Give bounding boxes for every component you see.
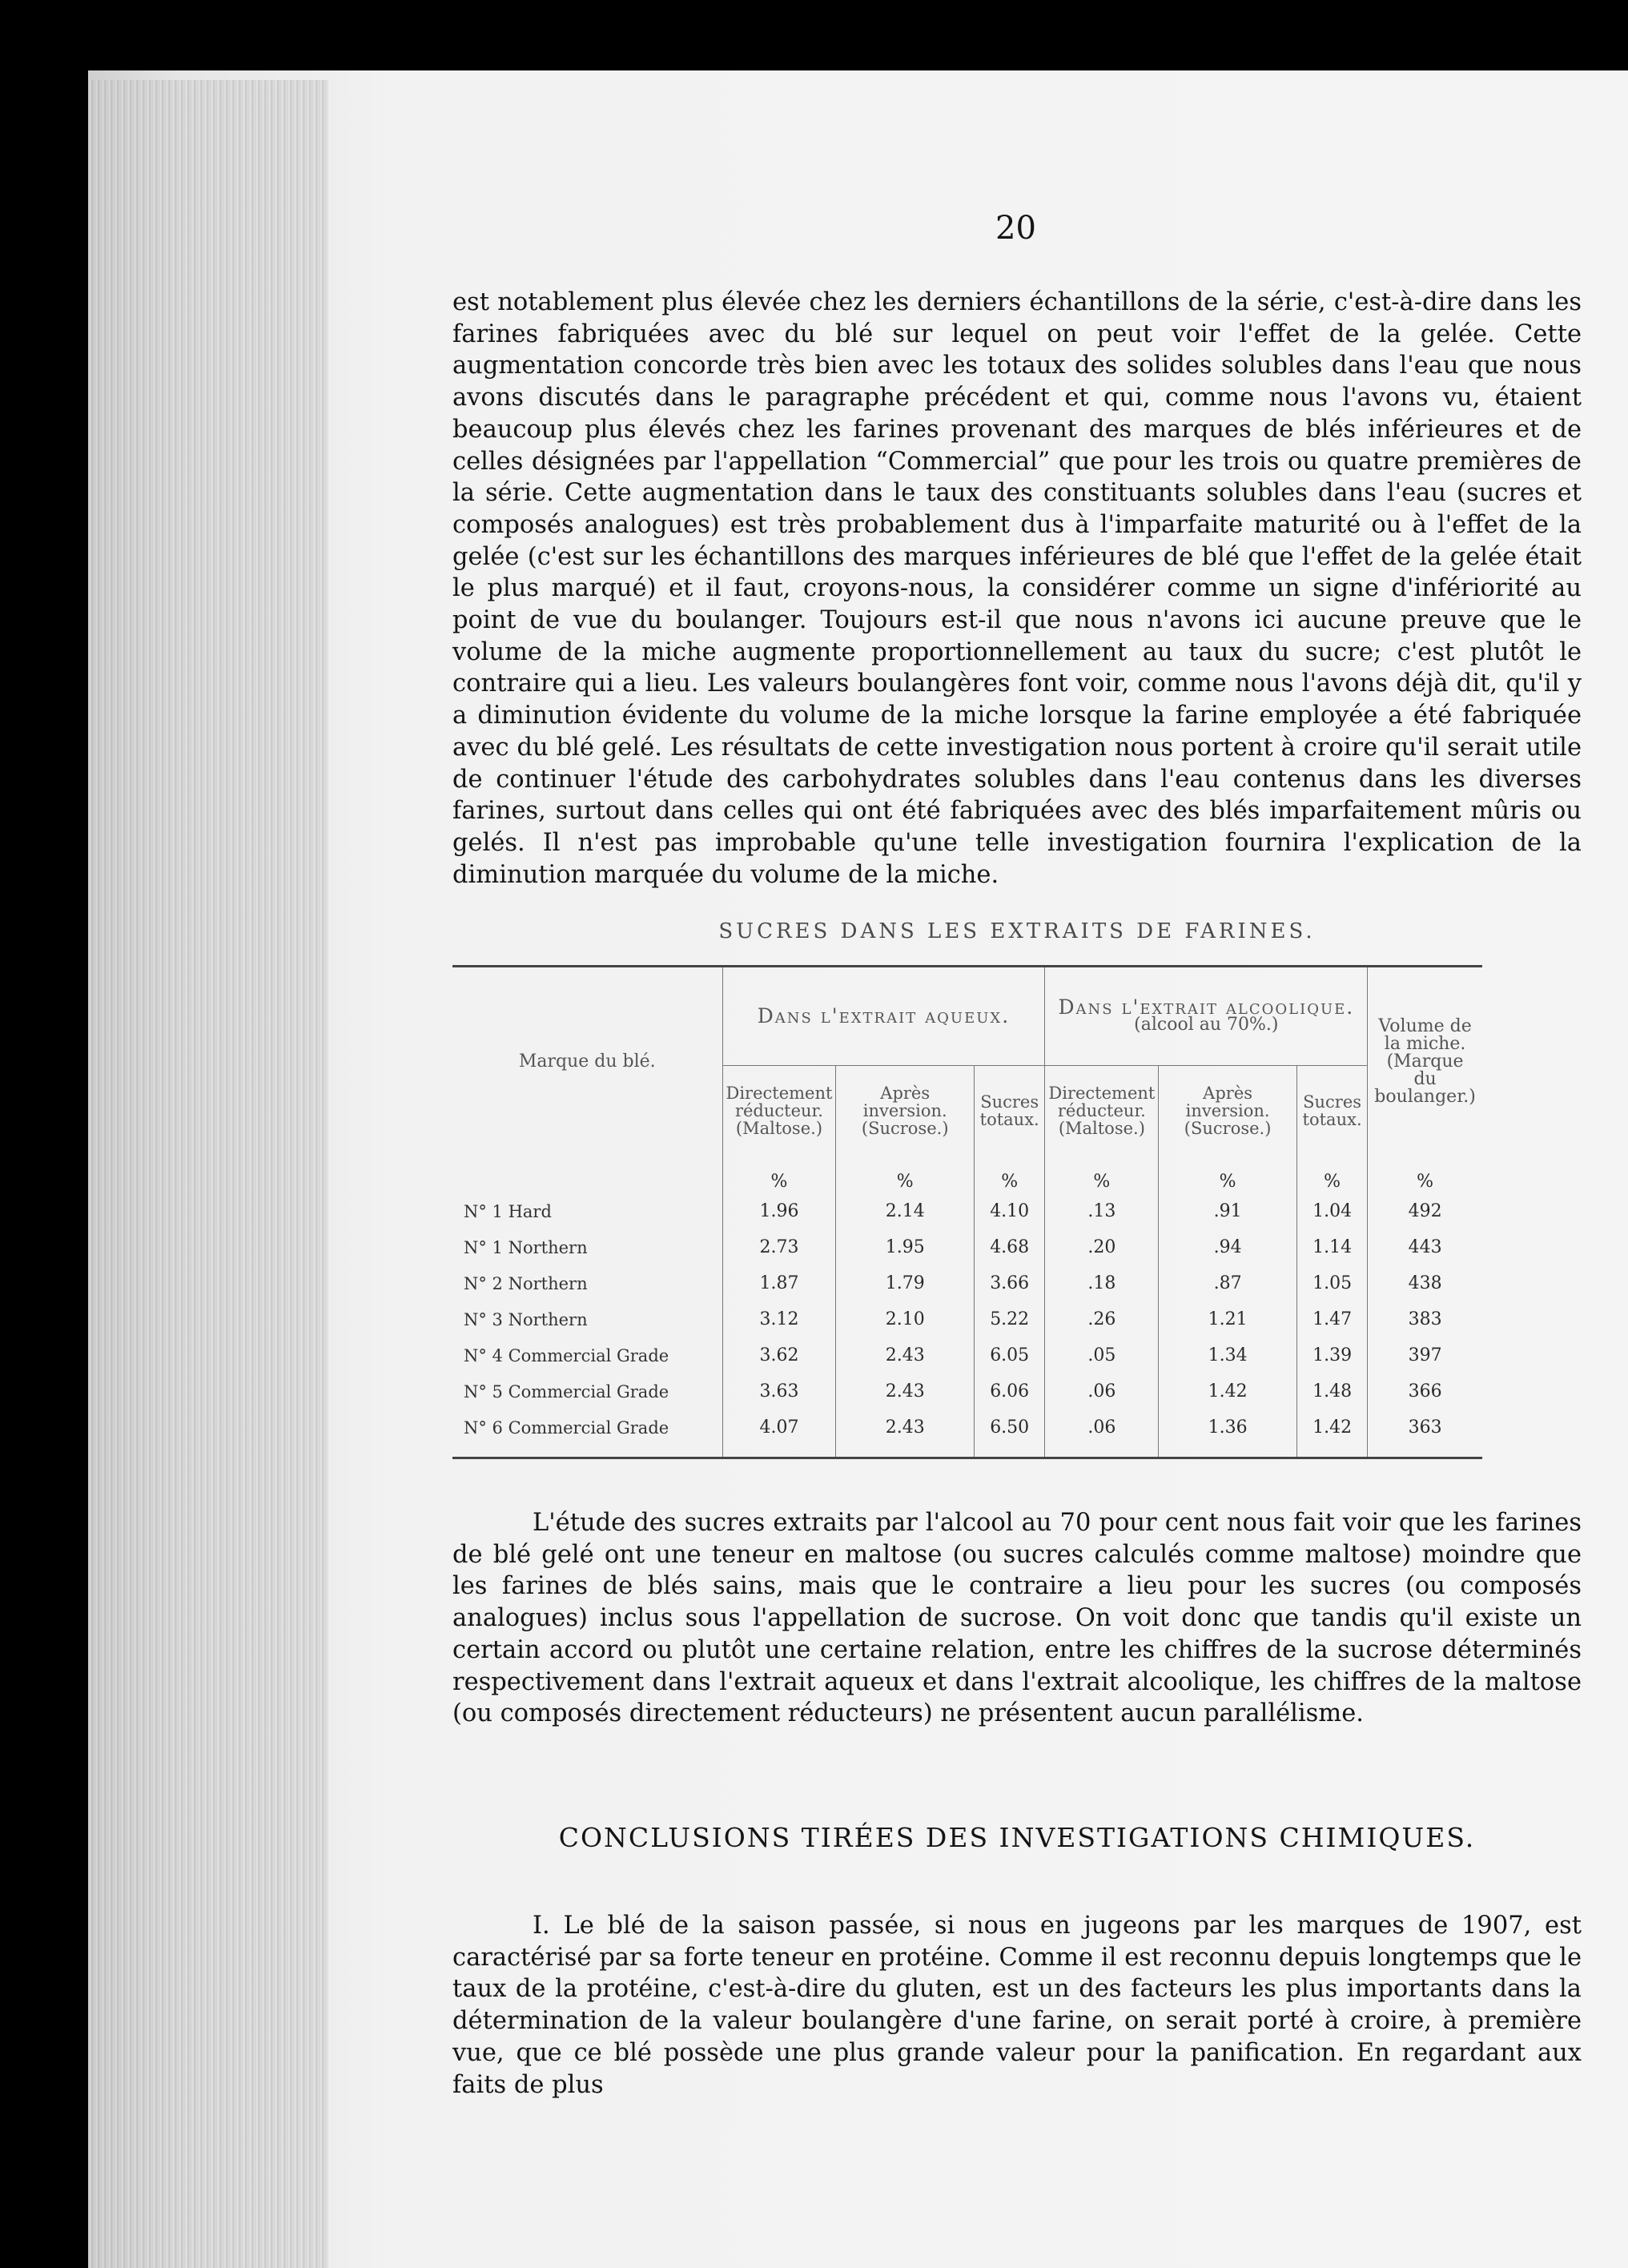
table-row	[452, 1337, 1590, 1373]
alcoholic-after-cell: .87	[1159, 1265, 1297, 1301]
header-aqueous-total: Sucres totaux.	[974, 1066, 1044, 1156]
alcoholic-total-cell: 1.42	[1296, 1409, 1367, 1458]
aqueous-after-cell: 1.79	[836, 1265, 975, 1301]
header-alcoholic-direct: Directement réducteur. (Maltose.)	[1045, 1066, 1159, 1156]
header-volume: Volume de la miche. (Marque du boulanger.)	[1368, 967, 1482, 1156]
volume-cell: 383	[1368, 1301, 1482, 1337]
table-row	[452, 1409, 1590, 1458]
unit-cell: %	[974, 1156, 1044, 1193]
volume-cell: 438	[1368, 1265, 1482, 1301]
table-units-row	[452, 1156, 1590, 1193]
volume-cell: 363	[1368, 1409, 1482, 1458]
unit-cell: %	[1296, 1156, 1367, 1193]
volume-cell: 366	[1368, 1373, 1482, 1409]
table-row	[452, 1229, 1590, 1265]
body-paragraph-1: est notablement plus élevée chez les derniers échantillons de la série, c'est-à-dire dans les farines fabriquées avec du blé sur lequel on peut voir l'effet de la gelée. Cette augmentation concorde très bien avec les totaux des solides solubles dans l'eau que nous avons discutés dans le paragraphe précédent et qui, comme nous l'avons vu, étaient beaucoup plus élevés chez les farines provenant des marques de blés inférieures et de celles désignées par l'appellation “Commercial” que pour les trois ou quatre premières de la série. Cette augmentation dans le taux des constituants solubles dans l'eau (sucres et composés analogues) est très probablement dus à l'imparfaite maturité ou à l'effet de la gelée (c'est sur les échantillons des marques inférieures de blé que l'effet de la gelée était le plus marqué) et il faut, croyons-nous, la considérer comme un signe d'infériorité au point de vue du boulanger. Toujours est-il que nous n'avons ici aucune preuve que le volume de la miche augmente proportionnellement au taux du sucre; c'est plutôt le contraire qui a lieu. Les valeurs boulangères font voir, comme nous l'avons déjà dit, qu'il y a diminution évidente du volume de la miche lorsque la farine employée a été fabriquée avec du blé gelé. Les résultats de cette investigation nous portent à croire qu'il serait utile de continuer l'étude des carbohydrates solubles dans l'eau contenus dans les diverses farines, surtout dans celles qui ont été fabriquées avec des blés imparfaitement mûris ou gelés. Il n'est pas improbable qu'une telle investigation fournira l'explication de la diminution marquée du volume de la miche.	[452, 288, 1582, 889]
header-group-alcoholic-line1: Dans l'extrait alcoolique.	[1058, 995, 1355, 1019]
unit-cell: %	[722, 1156, 836, 1193]
brand-cell: N° 5 Commercial Grade	[464, 1381, 669, 1401]
alcoholic-total-cell: 1.48	[1296, 1373, 1367, 1409]
alcoholic-total-cell: 1.04	[1296, 1193, 1367, 1229]
aqueous-direct-cell: 3.63	[722, 1373, 836, 1409]
unit-cell: %	[1368, 1156, 1482, 1193]
alcoholic-after-cell: 1.42	[1159, 1373, 1297, 1409]
alcoholic-direct-cell: .06	[1045, 1373, 1159, 1409]
header-group-aqueous: Dans l'extrait aqueux.	[722, 967, 1045, 1066]
alcoholic-direct-cell: .05	[1045, 1337, 1159, 1373]
brand-cell: N° 1 Northern	[464, 1237, 588, 1257]
alcoholic-after-cell: .94	[1159, 1229, 1297, 1265]
alcoholic-direct-cell: .26	[1045, 1301, 1159, 1337]
alcoholic-total-cell: 1.47	[1296, 1301, 1367, 1337]
alcoholic-after-cell: .91	[1159, 1193, 1297, 1229]
table-row	[452, 1265, 1590, 1301]
brand-cell: N° 3 Northern	[464, 1309, 588, 1329]
brand-cell: N° 2 Northern	[464, 1273, 588, 1293]
alcoholic-direct-cell: .06	[1045, 1409, 1159, 1458]
aqueous-total-cell: 3.66	[974, 1265, 1044, 1301]
brand-cell: N° 1 Hard	[464, 1201, 552, 1221]
aqueous-total-cell: 6.50	[974, 1409, 1044, 1458]
alcoholic-direct-cell: .18	[1045, 1265, 1159, 1301]
alcoholic-direct-cell: .20	[1045, 1229, 1159, 1265]
aqueous-total-cell: 4.68	[974, 1229, 1044, 1265]
alcoholic-total-cell: 1.39	[1296, 1337, 1367, 1373]
aqueous-direct-cell: 2.73	[722, 1229, 836, 1265]
alcoholic-after-cell: 1.36	[1159, 1409, 1297, 1458]
alcoholic-direct-cell: .13	[1045, 1193, 1159, 1229]
header-group-alcoholic	[1045, 967, 1368, 1066]
aqueous-direct-cell: 4.07	[722, 1409, 836, 1458]
aqueous-direct-cell: 3.12	[722, 1301, 836, 1337]
aqueous-after-cell: 1.95	[836, 1229, 975, 1265]
page-number: 20	[995, 210, 1036, 247]
volume-cell: 443	[1368, 1229, 1482, 1265]
table-title: SUCRES DANS LES EXTRAITS DE FARINES.	[718, 919, 1316, 943]
aqueous-after-cell: 2.43	[836, 1409, 975, 1458]
aqueous-after-cell: 2.10	[836, 1301, 975, 1337]
brand-cell: N° 6 Commercial Grade	[452, 1409, 722, 1458]
alcoholic-after-cell: 1.34	[1159, 1337, 1297, 1373]
header-alcoholic-after: Après inversion. (Sucrose.)	[1159, 1066, 1297, 1156]
book-page-edges	[88, 80, 328, 2268]
aqueous-after-cell: 2.14	[836, 1193, 975, 1229]
table-row	[452, 1373, 1590, 1409]
body-paragraph-3: I. Le blé de la saison passée, si nous en jugeons par les marques de 1907, est caractérisé par sa forte teneur en protéine. Comme il est reconnu depuis longtemps que le taux de la protéine, c'est-à-dire du gluten, est un des facteurs les plus importants dans la détermination de la valeur boulangère d'une farine, on serait porté à croire, à première vue, que ce blé possède une plus grande valeur pour la panification. En regardant aux faits de plus	[452, 1912, 1582, 2099]
brand-cell: N° 4 Commercial Grade	[464, 1345, 669, 1365]
table-row	[452, 1301, 1590, 1337]
header-group-alcoholic-line2: (alcool au 70%.)	[1134, 1015, 1279, 1035]
header-brand: Marque du blé.	[452, 967, 722, 1156]
alcoholic-total-cell: 1.05	[1296, 1265, 1367, 1301]
aqueous-direct-cell: 3.62	[722, 1337, 836, 1373]
aqueous-total-cell: 4.10	[974, 1193, 1044, 1229]
header-aqueous-after: Après inversion. (Sucrose.)	[836, 1066, 975, 1156]
aqueous-direct-cell: 1.87	[722, 1265, 836, 1301]
volume-cell: 492	[1368, 1193, 1482, 1229]
section-heading: CONCLUSIONS TIRÉES DES INVESTIGATIONS CHIMIQUES.	[558, 1822, 1476, 1853]
aqueous-after-cell: 2.43	[836, 1373, 975, 1409]
unit-cell: %	[836, 1156, 975, 1193]
table-row	[452, 1193, 1590, 1229]
header-aqueous-direct: Directement réducteur. (Maltose.)	[722, 1066, 836, 1156]
unit-cell: %	[1045, 1156, 1159, 1193]
aqueous-direct-cell: 1.96	[722, 1193, 836, 1229]
alcoholic-after-cell: 1.21	[1159, 1301, 1297, 1337]
body-paragraph-2: L'étude des sucres extraits par l'alcool au 70 pour cent nous fait voir que les farines de blé gelé ont une teneur en maltose (ou sucres calculés comme maltose) moindre que les farines de blés sains, mais que le contraire a lieu pour les sucres (ou composés analogues) inclus sous l'appellation de sucrose. On voit donc que tandis qu'il existe un certain accord ou plutôt une certaine relation, entre les chiffres de la sucrose déterminés respectivement dans l'extrait aqueux et dans l'extrait alcoolique, les chiffres de la maltose (ou composés directement réducteurs) ne présentent aucun parallélisme.	[452, 1509, 1582, 1728]
aqueous-total-cell: 6.05	[974, 1337, 1044, 1373]
aqueous-total-cell: 6.06	[974, 1373, 1044, 1409]
sugar-table	[452, 965, 1590, 1459]
alcoholic-total-cell: 1.14	[1296, 1229, 1367, 1265]
aqueous-after-cell: 2.43	[836, 1337, 975, 1373]
header-alcoholic-total: Sucres totaux.	[1296, 1066, 1367, 1156]
aqueous-total-cell: 5.22	[974, 1301, 1044, 1337]
unit-cell: %	[1159, 1156, 1297, 1193]
volume-cell: 397	[1368, 1337, 1482, 1373]
